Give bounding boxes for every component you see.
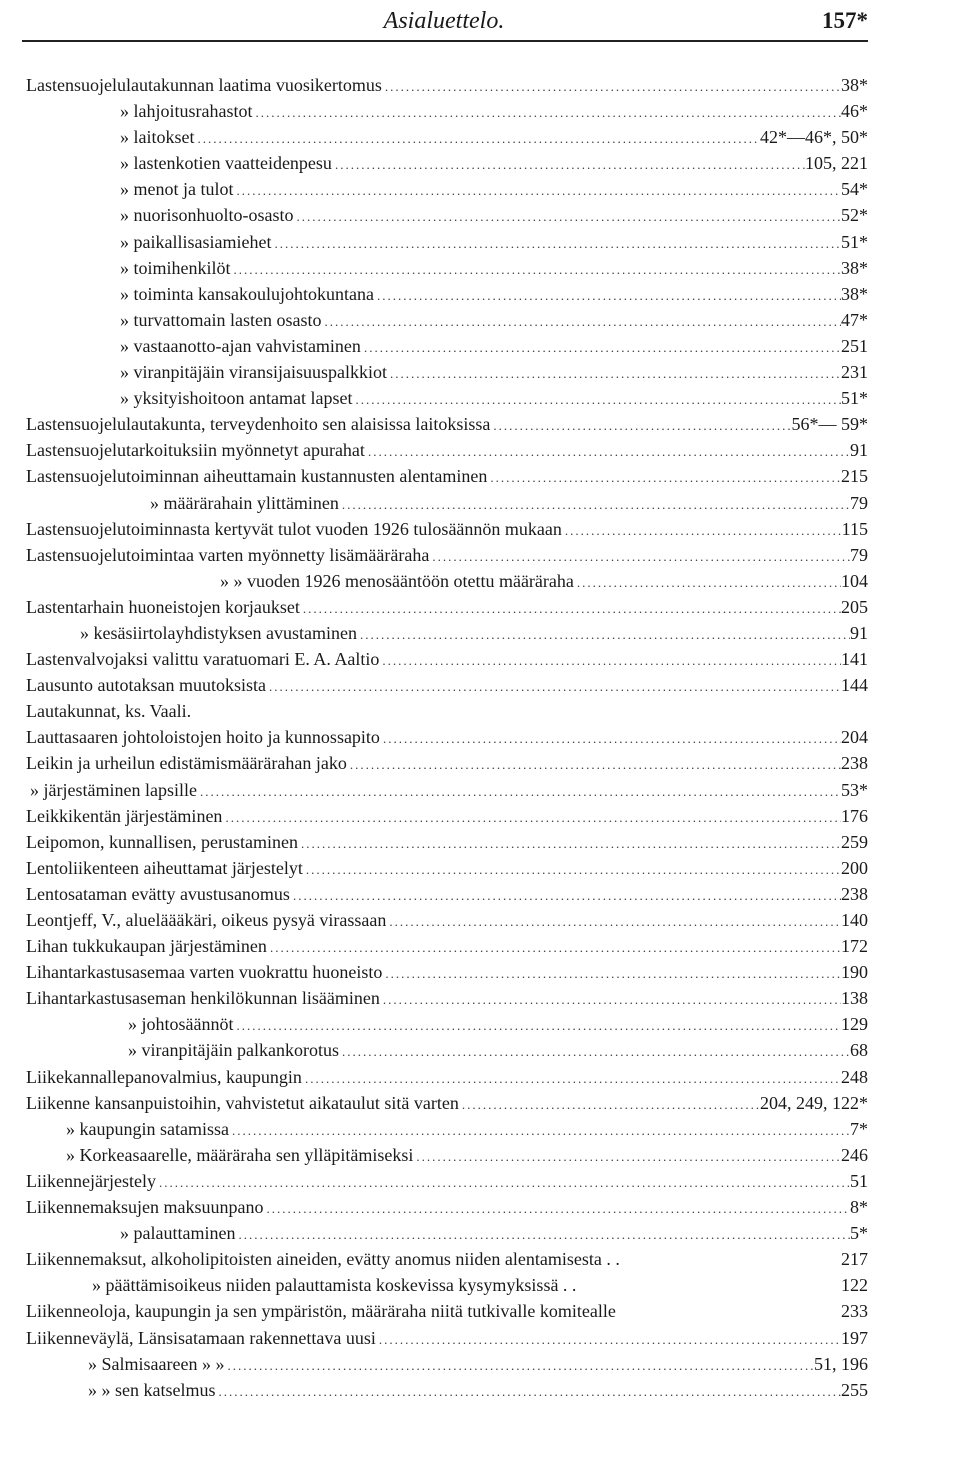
page-references: 56*— 59* <box>791 414 868 435</box>
page-references: 176 <box>841 805 868 826</box>
index-row <box>0 333 960 359</box>
index-entry <box>128 1011 868 1039</box>
index-row <box>0 1090 960 1116</box>
page-references: 215 <box>841 466 868 487</box>
entry-text: » Korkeasaarelle, määräraha sen ylläpitämiseksi <box>66 1144 414 1165</box>
index-entry <box>26 542 868 570</box>
index-row <box>0 933 960 959</box>
index-row <box>0 959 960 985</box>
page-references: 79 <box>850 544 868 565</box>
page-references: 105, 221 <box>805 153 868 174</box>
page-references: 38* <box>841 257 868 278</box>
page-references: 51 <box>850 1170 868 1191</box>
dot-leader <box>379 648 841 674</box>
dot-leader <box>387 361 841 387</box>
index-entry <box>26 516 868 544</box>
index-row <box>0 255 960 281</box>
page-references: 233 <box>841 1301 868 1322</box>
page-references: 205 <box>841 596 868 617</box>
entry-text: » palauttaminen <box>120 1223 236 1244</box>
dot-leader <box>339 1039 850 1065</box>
index-row <box>0 359 960 385</box>
page-references: 47* <box>841 309 868 330</box>
dot-leader <box>267 935 841 961</box>
index-row <box>0 724 960 750</box>
page-references: 144 <box>841 675 868 696</box>
index-row <box>0 176 960 202</box>
entry-text: » toiminta kansakoulujohtokuntana <box>120 283 374 304</box>
dot-leader <box>376 1327 841 1353</box>
entry-text: Lastensuojelulautakunta, terveydenhoito sen alaisissa laitoksissa <box>26 414 491 435</box>
page-references: 8* <box>850 1197 868 1218</box>
index-row <box>0 855 960 881</box>
entry-text: Lihan tukkukaupan järjestäminen <box>26 936 267 957</box>
page-references: 46* <box>841 101 868 122</box>
dot-leader <box>216 1379 842 1405</box>
dot-leader <box>321 309 841 335</box>
dot-leader <box>197 779 841 805</box>
entry-text: » menot ja tulot <box>120 179 234 200</box>
entry-text: » kesäsiirtolayhdistyksen avustaminen <box>80 622 357 643</box>
dot-leader <box>562 518 842 544</box>
index-entry <box>26 463 868 491</box>
dot-leader <box>233 178 841 204</box>
entry-text: Leikin ja urheilun edistämismäärärahan jako <box>26 753 347 774</box>
entry-text: Lastensuojelutoiminnan aiheuttamain kustannusten alentaminen <box>26 466 488 487</box>
entry-text: » lahjoitusrahastot <box>120 101 253 122</box>
page-references: 259 <box>841 831 868 852</box>
index-row <box>0 1377 960 1403</box>
index-entry <box>26 724 868 752</box>
index-row <box>0 516 960 542</box>
index-entry <box>26 750 868 778</box>
page-number: 157* <box>822 8 868 33</box>
page-references: 79 <box>850 492 868 513</box>
index-entry <box>120 1220 868 1248</box>
page-references: 204 <box>841 727 868 748</box>
index-entry <box>80 620 868 648</box>
dot-leader <box>229 1118 850 1144</box>
dot-leader <box>290 883 841 909</box>
index-entry <box>26 1246 868 1272</box>
index-row <box>0 646 960 672</box>
page-references: 138 <box>841 988 868 1009</box>
index-row <box>0 1351 960 1377</box>
dot-leader <box>252 100 841 126</box>
entry-text: Lastensuojelutoiminnasta kertyvät tulot vuoden 1926 tulosäännön mukaan <box>26 518 562 539</box>
entry-text: » viranpitäjäin palkankorotus <box>128 1040 339 1061</box>
dot-leader <box>413 1144 841 1170</box>
entry-text: » nuorisonhuolto-osasto <box>120 205 294 226</box>
index-row <box>0 803 960 829</box>
index-row <box>0 1325 960 1351</box>
page-references: 7* <box>850 1118 868 1139</box>
dot-leader <box>156 1170 850 1196</box>
page-references: 217 <box>841 1249 868 1270</box>
page-references: 255 <box>841 1379 868 1400</box>
page-references: 91 <box>850 440 868 461</box>
index-entry <box>120 98 868 126</box>
index-entry <box>26 1194 868 1222</box>
index-row <box>0 72 960 98</box>
entry-text: Lihantarkastusaseman henkilökunnan lisääminen <box>26 988 380 1009</box>
index-row <box>0 307 960 333</box>
index-row <box>0 1298 960 1324</box>
dot-leader <box>380 987 841 1013</box>
dot-leader <box>195 126 761 152</box>
entry-text: Liikennejärjestely <box>26 1170 156 1191</box>
entry-text: Lausunto autotaksan muutoksista <box>26 675 266 696</box>
entry-text: » johtosäännöt <box>128 1014 234 1035</box>
dot-leader <box>357 622 850 648</box>
index-row <box>0 1220 960 1246</box>
index-row <box>0 829 960 855</box>
index-row <box>0 1168 960 1194</box>
index-entry <box>30 777 868 805</box>
dot-leader <box>300 596 841 622</box>
entry-text: Leontjeff, V., alueläääkäri, oikeus pysyä virassaan <box>26 910 387 930</box>
entry-text: Lastensuojelutoimintaa varten myönnetty lisämääräraha <box>26 544 430 565</box>
dot-leader <box>222 805 841 831</box>
index-row <box>0 1116 960 1142</box>
entry-text: » viranpitäjäin viransijaisuuspalkkiot <box>120 362 387 383</box>
entry-text: » kaupungin satamissa <box>66 1118 229 1139</box>
page-references: 5* <box>850 1223 868 1244</box>
index-entry <box>92 1272 868 1298</box>
index-entry <box>120 385 868 413</box>
entry-text: Liikenneoloja, kaupungin ja sen ympäristön, määräraha niitä tutkivalle komitealle <box>26 1301 616 1322</box>
index-entry <box>26 646 868 674</box>
index-row <box>0 1142 960 1168</box>
index-row <box>0 437 960 463</box>
index-row <box>0 985 960 1011</box>
page-references: 141 <box>841 649 868 670</box>
entry-text: » » sen katselmus <box>88 1379 216 1400</box>
page-references: 231 <box>841 362 868 383</box>
index-entry <box>120 255 868 283</box>
index-entry <box>26 1090 868 1118</box>
index-entry <box>26 881 868 909</box>
index-row <box>0 1037 960 1063</box>
index-entry <box>26 698 868 724</box>
dot-leader <box>382 961 841 987</box>
index-entry <box>120 150 868 178</box>
index-row <box>0 672 960 698</box>
page-references: 104 <box>841 570 868 591</box>
index-entry <box>26 855 868 883</box>
dot-leader <box>303 857 841 883</box>
index-entry <box>26 1064 868 1092</box>
index-row <box>0 620 960 646</box>
index-entry <box>26 1325 868 1353</box>
entry-text: » » vuoden 1926 menosääntöön otettu määräraha <box>220 570 574 591</box>
dot-leader <box>298 831 841 857</box>
index-entry <box>26 985 868 1013</box>
dot-leader <box>365 439 850 465</box>
dot-leader <box>263 1196 850 1222</box>
entry-text: » laitokset <box>120 127 195 148</box>
header-rule <box>22 40 868 42</box>
dot-leader <box>386 909 841 935</box>
index-row <box>0 1194 960 1220</box>
header-title: Asialuettelo. <box>383 8 505 34</box>
index-row <box>0 542 960 568</box>
entry-text: Liikenneväylä, Länsisatamaan rakennettava uusi <box>26 1327 376 1348</box>
index-row <box>0 698 960 724</box>
index-entry <box>120 124 868 152</box>
index-entry <box>220 568 868 596</box>
page-references: 51* <box>841 231 868 252</box>
entry-text: Lentoliikenteen aiheuttamat järjestelyt <box>26 857 303 878</box>
dot-leader <box>302 1066 841 1092</box>
entry-text: » järjestäminen lapsille <box>30 779 197 800</box>
index-entry <box>120 176 868 204</box>
page-references: 238 <box>841 883 868 904</box>
index-row <box>0 463 960 489</box>
index-entry <box>120 229 868 257</box>
index-entry <box>26 411 868 439</box>
entry-text: Lautakunnat, ks. Vaali. <box>26 701 192 722</box>
index-entry <box>26 829 868 857</box>
entry-text: » paikallisasiamiehet <box>120 231 272 252</box>
index-entry <box>26 72 868 100</box>
page-references: 251 <box>841 335 868 356</box>
page-references: 38* <box>841 283 868 304</box>
index-row <box>0 229 960 255</box>
index-entry <box>88 1377 868 1405</box>
page-references: 204, 249, 122* <box>760 1092 868 1113</box>
page-references: 172 <box>841 936 868 957</box>
dot-leader <box>380 726 841 752</box>
dot-leader <box>574 570 841 596</box>
index-entry <box>150 490 868 518</box>
index-entry <box>26 803 868 831</box>
index-row <box>0 1011 960 1037</box>
index-entry <box>26 672 868 700</box>
index-entry <box>26 933 868 961</box>
index-entry <box>120 281 868 309</box>
page-references: 68 <box>850 1040 868 1061</box>
entry-text: Lauttasaaren johtoloistojen hoito ja kunnossapito <box>26 727 380 748</box>
dot-leader <box>352 387 841 413</box>
entry-text: Liikennemaksut, alkoholipitoisten aineiden, evätty anomus niiden alentamisesta . . <box>26 1249 620 1270</box>
index-row <box>0 98 960 124</box>
index-row <box>0 385 960 411</box>
index-entry <box>88 1351 868 1379</box>
index-entry <box>26 1168 868 1196</box>
dot-leader <box>266 674 841 700</box>
index-row <box>0 124 960 150</box>
page-references: 246 <box>841 1144 868 1165</box>
dot-leader <box>361 335 841 361</box>
index-entry <box>66 1142 868 1170</box>
entry-text: » määrärahain ylittäminen <box>150 492 339 513</box>
entry-text: » vastaanotto-ajan vahvistaminen <box>120 335 361 356</box>
page-references: 122 <box>841 1275 868 1296</box>
page-references: 52* <box>841 205 868 226</box>
index-entry <box>26 959 868 987</box>
page-references: 53* <box>841 779 868 800</box>
index-entry <box>120 359 868 387</box>
dot-leader <box>234 1013 842 1039</box>
index-row <box>0 881 960 907</box>
entry-text: Lastentarhain huoneistojen korjaukset <box>26 596 300 617</box>
entry-text: Liikennemaksujen maksuunpano <box>26 1197 264 1218</box>
dot-leader <box>339 492 850 518</box>
dot-leader <box>490 413 791 439</box>
index-row <box>0 202 960 228</box>
entry-text: » yksityishoitoon antamat lapset <box>120 388 353 409</box>
page-references: 197 <box>841 1327 868 1348</box>
page-references: 238 <box>841 753 868 774</box>
page-references: 190 <box>841 962 868 983</box>
dot-leader <box>271 231 841 257</box>
index-entries <box>0 72 960 1403</box>
dot-leader <box>347 752 841 778</box>
dot-leader <box>374 283 841 309</box>
entry-text: Leipomon, kunnallisen, perustaminen <box>26 831 298 852</box>
page-references: 42*—46*, 50* <box>760 127 868 148</box>
entry-text: Lihantarkastusasemaa varten vuokrattu huoneisto <box>26 962 383 983</box>
index-row <box>0 568 960 594</box>
page-references: 115 <box>841 518 868 539</box>
page-references: 54* <box>841 179 868 200</box>
index-row <box>0 411 960 437</box>
page-references: 129 <box>841 1014 868 1035</box>
entry-text: Lentosataman evätty avustusanomus <box>26 883 290 904</box>
dot-leader <box>429 544 850 570</box>
entry-text: Lastensuojelulautakunnan laatima vuosikertomus <box>26 75 382 95</box>
index-row <box>0 594 960 620</box>
dot-leader <box>235 1222 850 1248</box>
index-entry <box>120 333 868 361</box>
dot-leader <box>382 74 841 100</box>
page-references: 200 <box>841 857 868 878</box>
entry-text: » lastenkotien vaatteidenpesu <box>120 153 332 174</box>
entry-text: Lastensuojelutarkoituksiin myönnetyt apurahat <box>26 440 365 461</box>
index-row <box>0 1246 960 1272</box>
entry-text: Leikkikentän järjestäminen <box>26 805 223 826</box>
index-entry <box>26 437 868 465</box>
index-entry <box>26 594 868 622</box>
dot-leader <box>332 152 805 178</box>
page-references: 248 <box>841 1066 868 1087</box>
index-row <box>0 1064 960 1090</box>
dot-leader <box>294 204 842 230</box>
entry-text: Liikekannallepanovalmius, kaupungin <box>26 1066 302 1087</box>
page-references: 51* <box>841 388 868 409</box>
index-row <box>0 907 960 933</box>
dot-leader <box>231 257 842 283</box>
index-entry <box>120 307 868 335</box>
page-header <box>20 4 868 40</box>
entry-text: Lastenvalvojaksi valittu varatuomari E. A. Aaltio <box>26 649 380 670</box>
index-entry <box>26 907 868 935</box>
page-references: 140 <box>841 910 868 930</box>
index-row <box>0 281 960 307</box>
dot-leader <box>487 465 841 491</box>
page-references: 51, 196 <box>814 1353 868 1374</box>
index-entry <box>66 1116 868 1144</box>
index-row <box>0 750 960 776</box>
dot-leader <box>459 1092 760 1118</box>
entry-text: Liikenne kansanpuistoihin, vahvistetut aikataulut sitä varten <box>26 1092 459 1113</box>
index-row <box>0 490 960 516</box>
dot-leader <box>224 1353 814 1379</box>
entry-text: » päättämisoikeus niiden palauttamista koskevissa kysymyksissä . . <box>92 1275 577 1296</box>
index-row <box>0 777 960 803</box>
page-references: 91 <box>850 622 868 643</box>
index-entry <box>120 202 868 230</box>
index-entry <box>26 1298 868 1324</box>
index-row <box>0 1272 960 1298</box>
page-references: 38* <box>841 75 868 95</box>
index-row <box>0 150 960 176</box>
index-entry <box>128 1037 868 1065</box>
entry-text: » turvattomain lasten osasto <box>120 309 322 330</box>
entry-text: » toimihenkilöt <box>120 257 231 278</box>
entry-text: » Salmisaareen » » <box>88 1353 225 1374</box>
